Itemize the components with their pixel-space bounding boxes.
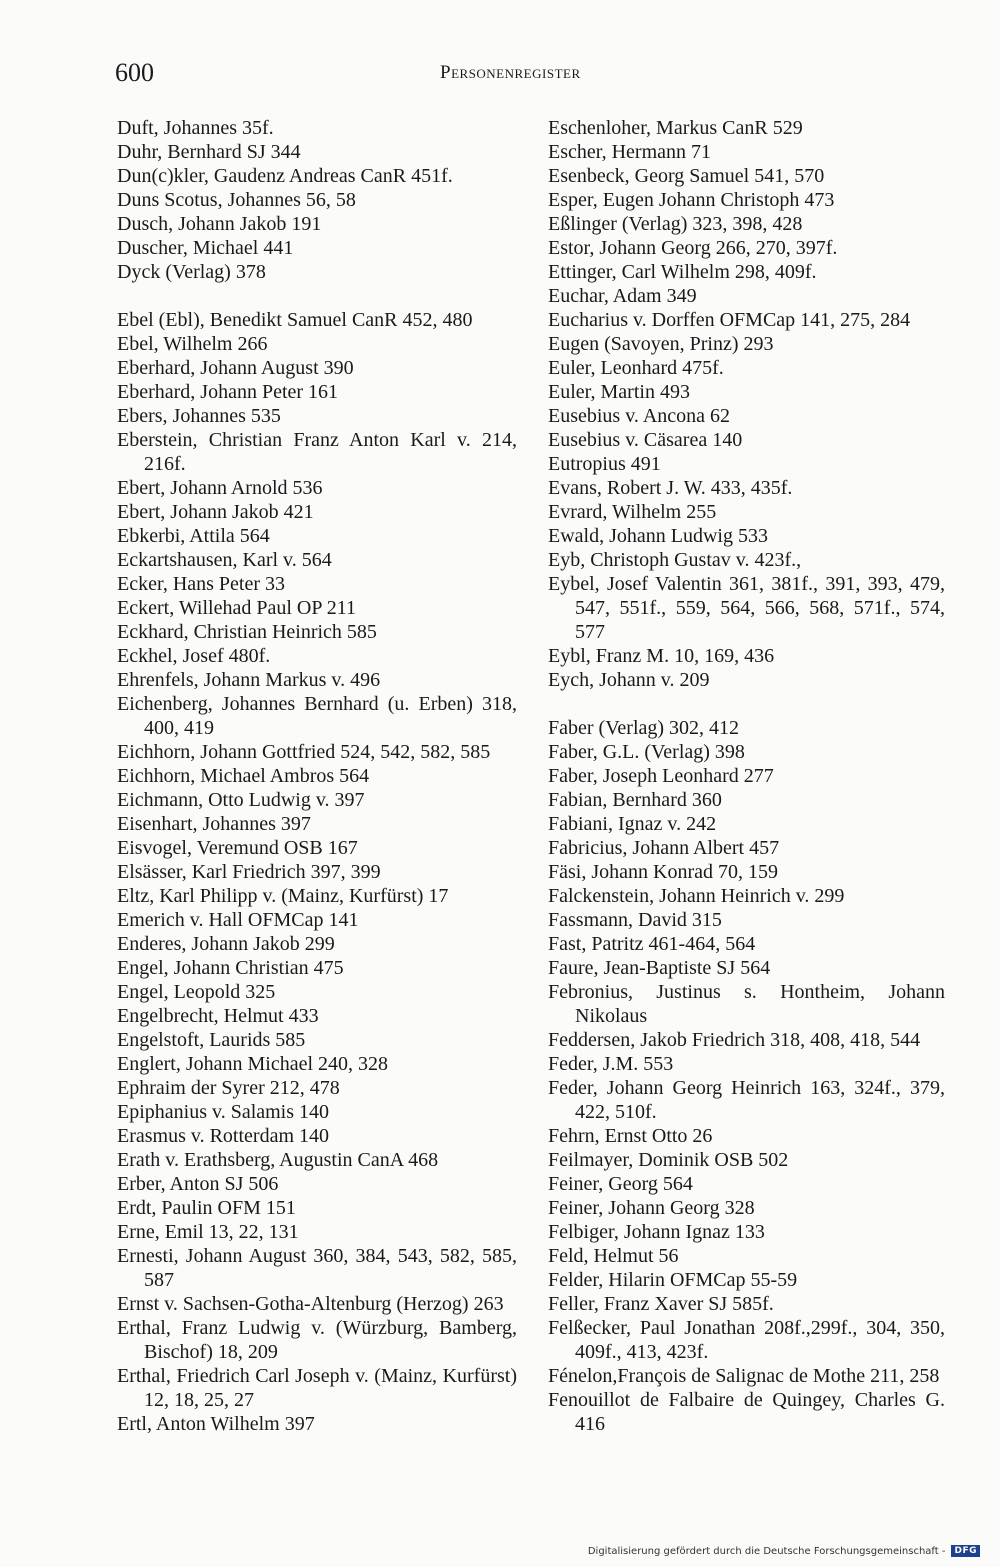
index-entry: Eckhard, Christian Heinrich 585	[117, 621, 377, 643]
section-gap	[117, 284, 517, 308]
index-entry: Escher, Hermann 71	[548, 141, 712, 163]
index-entry: Fassmann, David 315	[548, 909, 722, 931]
index-entry: Fäsi, Johann Konrad 70, 159	[548, 861, 778, 883]
index-entry: Eisvogel, Veremund OSB 167	[117, 837, 358, 859]
index-entry: Eybel, Josef Valentin 361, 381f., 391, 393, 479, 547, 551f., 559, 564, 566, 568, 571f., 574, 577	[548, 573, 945, 643]
index-entry: Eberhard, Johann August 390	[117, 357, 354, 379]
index-entry: Eusebius v. Ancona 62	[548, 405, 731, 427]
index-entry: Eichenberg, Johannes Bernhard (u. Erben) 318, 400, 419	[117, 693, 517, 739]
index-entry: Eucharius v. Dorffen OFMCap 141, 275, 284	[548, 309, 911, 331]
index-entry: Eych, Johann v. 209	[548, 669, 710, 691]
running-head: Personenregister	[440, 62, 581, 83]
index-entry: Feder, J.M. 553	[548, 1053, 674, 1075]
index-entry: Faber, Joseph Leonhard 277	[548, 765, 774, 787]
index-entry: Eichhorn, Johann Gottfried 524, 542, 582, 585	[117, 741, 491, 763]
index-entry: Ebel (Ebl), Benedikt Samuel CanR 452, 480	[117, 309, 473, 331]
index-entry: Ettinger, Carl Wilhelm 298, 409f.	[548, 261, 817, 283]
index-entry: Faber, G.L. (Verlag) 398	[548, 741, 745, 763]
funding-note: Digitalisierung gefördert durch die Deutsche Forschungsgemeinschaft -	[587, 1545, 946, 1557]
index-entry: Feld, Helmut 56	[548, 1245, 679, 1267]
index-entry: Febronius, Justinus s. Hontheim, Johann Nikolaus	[548, 981, 945, 1027]
index-entry: Feilmayer, Dominik OSB 502	[548, 1149, 789, 1171]
index-entry: Epiphanius v. Salamis 140	[117, 1101, 330, 1123]
index-entry: Erne, Emil 13, 22, 131	[117, 1221, 299, 1243]
index-entry: Feiner, Johann Georg 328	[548, 1197, 755, 1219]
index-column-right	[548, 116, 945, 1436]
index-entry: Euler, Martin 493	[548, 381, 690, 403]
index-column-left	[117, 116, 517, 1436]
index-entry: Ebkerbi, Attila 564	[117, 525, 270, 547]
index-entry: Eßlinger (Verlag) 323, 398, 428	[548, 213, 803, 235]
index-entry: Felßecker, Paul Jonathan 208f.,299f., 304, 350, 409f., 413, 423f.	[548, 1317, 945, 1363]
index-entry: Eckhel, Josef 480f.	[117, 645, 271, 667]
index-entry: Ebers, Johannes 535	[117, 405, 281, 427]
index-entry: Esper, Eugen Johann Christoph 473	[548, 189, 835, 211]
index-entry: Estor, Johann Georg 266, 270, 397f.	[548, 237, 838, 259]
index-entry: Duhr, Bernhard SJ 344	[117, 141, 301, 163]
index-entry: Dyck (Verlag) 378	[117, 261, 266, 283]
index-entry: Eichhorn, Michael Ambros 564	[117, 765, 370, 787]
index-entry: Fenouillot de Falbaire de Quingey, Charles G. 416	[548, 1389, 945, 1435]
index-entry: Fabricius, Johann Albert 457	[548, 837, 780, 859]
index-entry: Engelbrecht, Helmut 433	[117, 1005, 319, 1027]
index-entry: Ebel, Wilhelm 266	[117, 333, 268, 355]
index-entry: Ebert, Johann Arnold 536	[117, 477, 323, 499]
index-entry: Evrard, Wilhelm 255	[548, 501, 717, 523]
index-entry: Eckert, Willehad Paul OP 211	[117, 597, 356, 619]
page-header	[115, 58, 945, 88]
index-entry: Fehrn, Ernst Otto 26	[548, 1125, 713, 1147]
dfg-logo: DFG	[951, 1545, 980, 1557]
index-entry: Euler, Leonhard 475f.	[548, 357, 724, 379]
index-entry: Feder, Johann Georg Heinrich 163, 324f., 379, 422, 510f.	[548, 1077, 945, 1123]
index-entry: Esenbeck, Georg Samuel 541, 570	[548, 165, 825, 187]
index-entry: Euchar, Adam 349	[548, 285, 697, 307]
index-entry: Falckenstein, Johann Heinrich v. 299	[548, 885, 845, 907]
index-entry: Faure, Jean-Baptiste SJ 564	[548, 957, 771, 979]
index-entry: Erasmus v. Rotterdam 140	[117, 1125, 330, 1147]
section-gap	[548, 692, 945, 716]
index-entry: Erdt, Paulin OFM 151	[117, 1197, 296, 1219]
index-entry: Ehrenfels, Johann Markus v. 496	[117, 669, 381, 691]
index-entry: Feller, Franz Xaver SJ 585f.	[548, 1293, 774, 1315]
index-entry: Feiner, Georg 564	[548, 1173, 693, 1195]
index-entry: Englert, Johann Michael 240, 328	[117, 1053, 389, 1075]
index-entry: Engel, Leopold 325	[117, 981, 276, 1003]
index-entry: Ecker, Hans Peter 33	[117, 573, 286, 595]
index-entry: Felbiger, Johann Ignaz 133	[548, 1221, 765, 1243]
index-entry: Erthal, Franz Ludwig v. (Würzburg, Bamberg, Bischof) 18, 209	[117, 1317, 517, 1363]
index-entry: Eschenloher, Markus CanR 529	[548, 117, 803, 139]
index-entry: Fabiani, Ignaz v. 242	[548, 813, 717, 835]
index-entry: Faber (Verlag) 302, 412	[548, 717, 740, 739]
index-entry: Ernesti, Johann August 360, 384, 543, 582, 585, 587	[117, 1245, 517, 1291]
index-entry: Erber, Anton SJ 506	[117, 1173, 279, 1195]
index-entry: Fast, Patritz 461-464, 564	[548, 933, 756, 955]
index-entry: Eichmann, Otto Ludwig v. 397	[117, 789, 365, 811]
index-entry: Felder, Hilarin OFMCap 55-59	[548, 1269, 798, 1291]
index-entry: Duft, Johannes 35f.	[117, 117, 274, 139]
index-entry: Eusebius v. Cäsarea 140	[548, 429, 743, 451]
index-entry: Fénelon,François de Salignac de Mothe 211, 258	[548, 1365, 940, 1387]
index-entry: Engelstoft, Laurids 585	[117, 1029, 306, 1051]
index-entry: Eckartshausen, Karl v. 564	[117, 549, 332, 571]
index-entry: Ebert, Johann Jakob 421	[117, 501, 314, 523]
index-entry: Duscher, Michael 441	[117, 237, 294, 259]
index-entry: Duns Scotus, Johannes 56, 58	[117, 189, 356, 211]
index-entry: Eugen (Savoyen, Prinz) 293	[548, 333, 774, 355]
index-entry: Eberstein, Christian Franz Anton Karl v. 214, 216f.	[117, 429, 517, 475]
index-entry: Engel, Johann Christian 475	[117, 957, 344, 979]
index-entry: Fabian, Bernhard 360	[548, 789, 722, 811]
index-entry: Erthal, Friedrich Carl Joseph v. (Mainz, Kurfürst) 12, 18, 25, 27	[117, 1365, 517, 1411]
page-number: 600	[115, 58, 154, 87]
index-entry: Enderes, Johann Jakob 299	[117, 933, 335, 955]
index-entry: Eisenhart, Johannes 397	[117, 813, 311, 835]
index-entry: Emerich v. Hall OFMCap 141	[117, 909, 359, 931]
index-entry: Dusch, Johann Jakob 191	[117, 213, 322, 235]
index-entry: Eybl, Franz M. 10, 169, 436	[548, 645, 775, 667]
index-entry: Ewald, Johann Ludwig 533	[548, 525, 768, 547]
index-entry: Ernst v. Sachsen-Gotha-Altenburg (Herzog) 263	[117, 1293, 504, 1315]
page-footer	[588, 1545, 980, 1557]
index-entry: Ephraim der Syrer 212, 478	[117, 1077, 340, 1099]
index-entry: Elsässer, Karl Friedrich 397, 399	[117, 861, 381, 883]
index-entry: Evans, Robert J. W. 433, 435f.	[548, 477, 793, 499]
index-entry: Feddersen, Jakob Friedrich 318, 408, 418, 544	[548, 1029, 921, 1051]
index-entry: Erath v. Erathsberg, Augustin CanA 468	[117, 1149, 439, 1171]
index-entry: Eltz, Karl Philipp v. (Mainz, Kurfürst) 17	[117, 885, 449, 907]
index-entry: Dun(c)kler, Gaudenz Andreas CanR 451f.	[117, 165, 453, 187]
index-entry: Ertl, Anton Wilhelm 397	[117, 1413, 315, 1435]
index-entry: Eyb, Christoph Gustav v. 423f.,	[548, 549, 802, 571]
index-entry: Eberhard, Johann Peter 161	[117, 381, 339, 403]
index-entry: Eutropius 491	[548, 453, 661, 475]
